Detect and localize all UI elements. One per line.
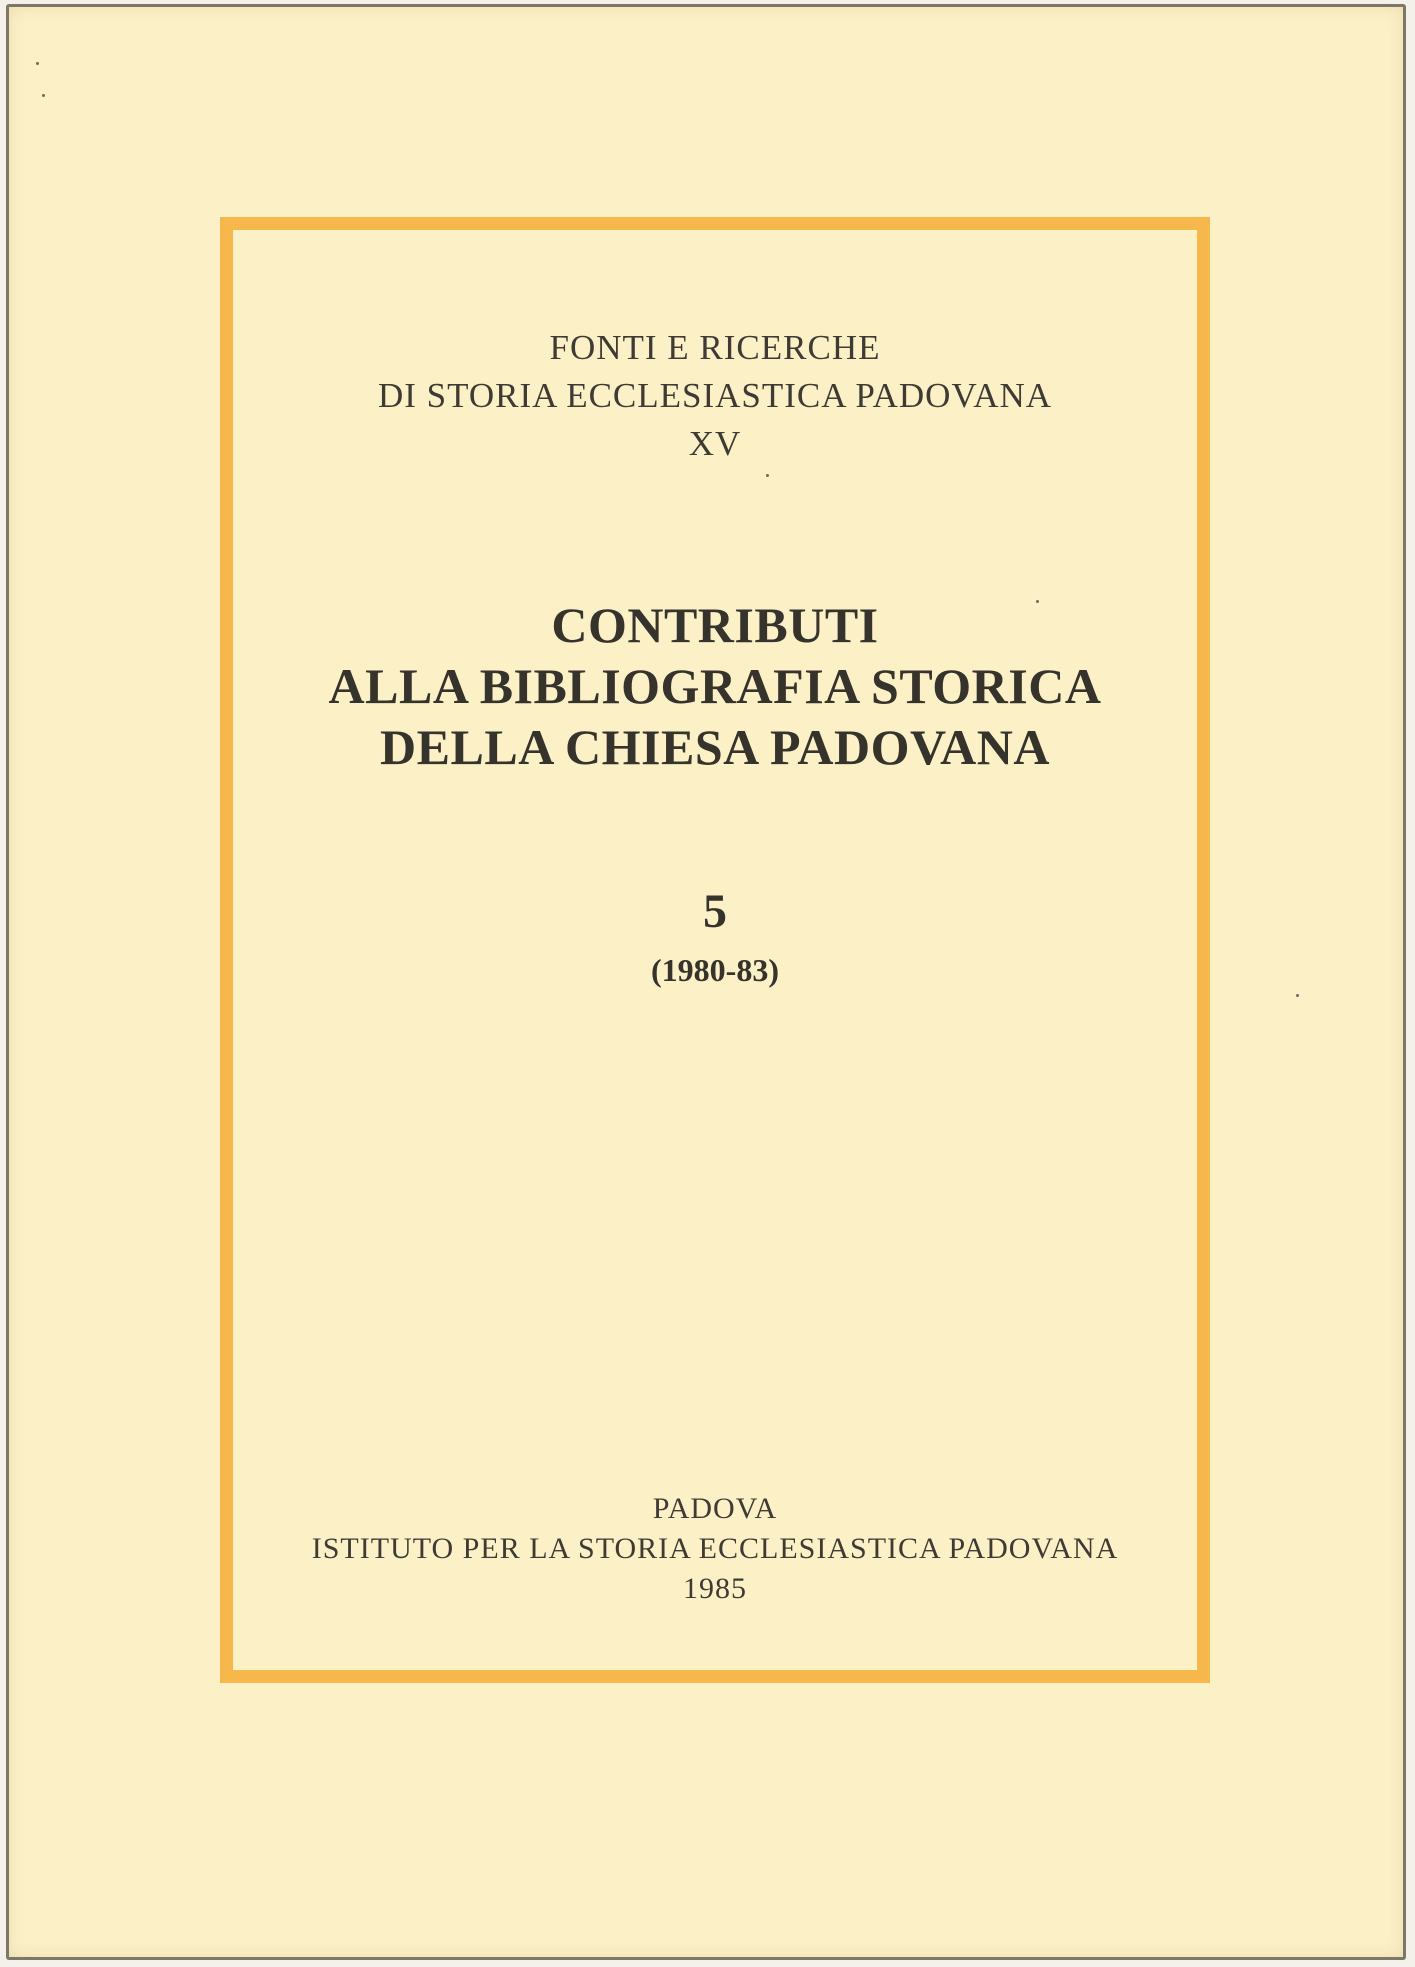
title-line-1: CONTRIBUTI bbox=[551, 597, 879, 653]
series-number: XV bbox=[688, 424, 742, 463]
series-name-line-1: FONTI E RICERCHE bbox=[549, 328, 881, 367]
imprint-year: 1985 bbox=[683, 1572, 747, 1605]
paper-speck bbox=[42, 94, 45, 97]
book-cover bbox=[6, 4, 1406, 1960]
paper-speck bbox=[36, 62, 39, 65]
imprint-publisher: ISTITUTO PER LA STORIA ECCLESIASTICA PADOVANA bbox=[311, 1532, 1119, 1565]
series-name-line-2: DI STORIA ECCLESIASTICA PADOVANA bbox=[377, 376, 1053, 415]
volume-number: 5 bbox=[703, 885, 727, 938]
title-line-2: ALLA BIBLIOGRAFIA STORICA bbox=[328, 658, 1102, 714]
imprint-place: PADOVA bbox=[652, 1492, 778, 1525]
title-line-3: DELLA CHIESA PADOVANA bbox=[380, 719, 1050, 775]
volume-period: (1980-83) bbox=[651, 952, 779, 988]
decorative-frame bbox=[220, 217, 1210, 1683]
paper-speck bbox=[1296, 994, 1299, 997]
